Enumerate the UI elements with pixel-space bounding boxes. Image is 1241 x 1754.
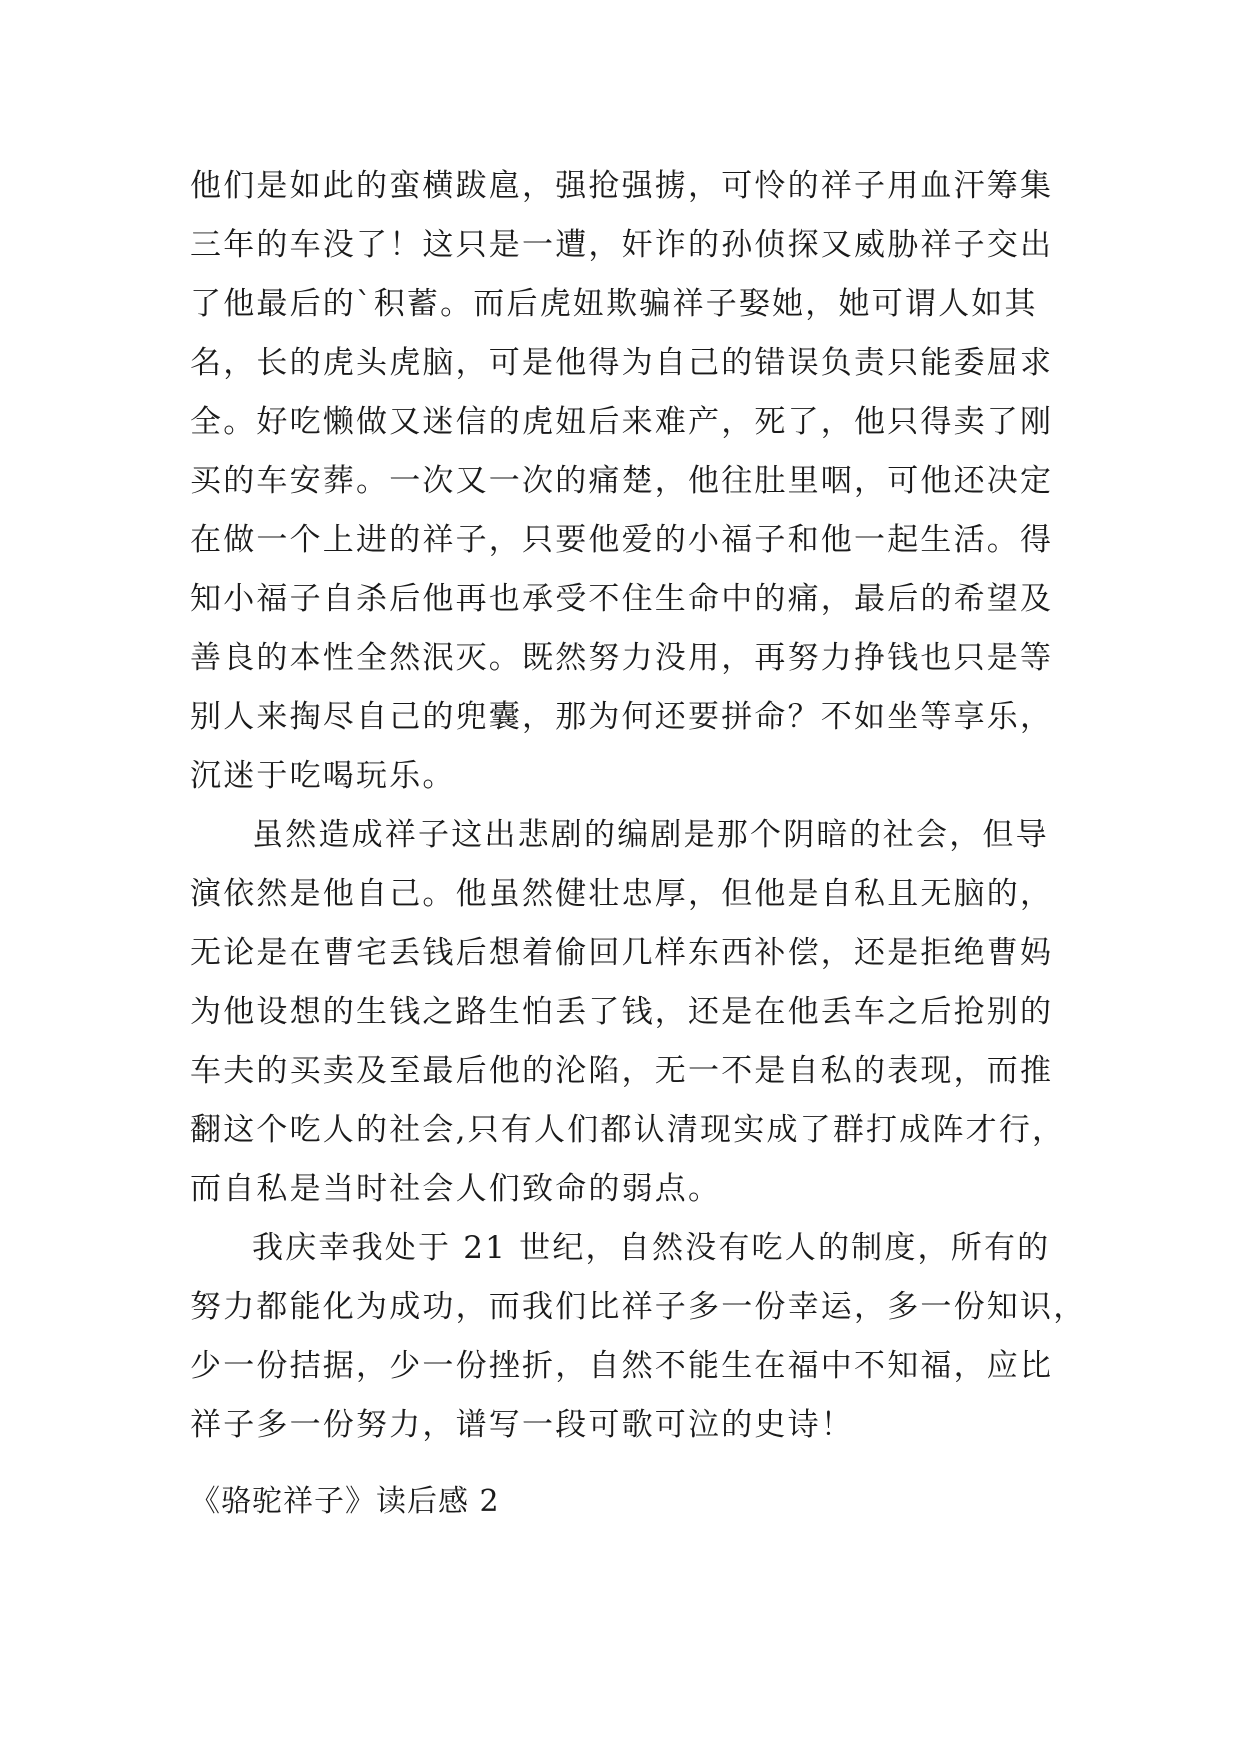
text-line: 我庆幸我处于 21 世纪，自然没有吃人的制度，所有的 bbox=[252, 1230, 1051, 1266]
text-line: 少一份拮据，少一份挫折，自然不能生在福中不知福，应比 bbox=[190, 1348, 1054, 1384]
text-line: 三年的车没了！这只是一遭，奸诈的孙侦探又威胁祥子交出 bbox=[190, 227, 1054, 263]
text-line: 为他设想的生钱之路生怕丢了钱，还是在他丢车之后抢别的 bbox=[190, 994, 1054, 1030]
text-line: 努力都能化为成功，而我们比祥子多一份幸运，多一份知识， bbox=[190, 1289, 1087, 1325]
text-line: 知小福子自杀后他再也承受不住生命中的痛，最后的希望及 bbox=[190, 581, 1054, 617]
section-heading: 《骆驼祥子》读后感 2 bbox=[190, 1484, 500, 1519]
text-line: 翻这个吃人的社会,只有人们都认清现实成了群打成阵才行， bbox=[190, 1112, 1066, 1148]
text-line: 全。好吃懒做又迷信的虎妞后来难产，死了，他只得卖了刚 bbox=[190, 404, 1054, 440]
text-line: 虽然造成祥子这出悲剧的编剧是那个阴暗的社会，但导 bbox=[252, 817, 1049, 853]
text-line: 了他最后的`积蓄。而后虎妞欺骗祥子娶她，她可谓人如其 bbox=[190, 286, 1038, 322]
text-line: 他们是如此的蛮横跋扈，强抢强掳，可怜的祥子用血汗筹集 bbox=[190, 168, 1054, 204]
text-line: 而自私是当时社会人们致命的弱点。 bbox=[190, 1171, 722, 1207]
text-line: 祥子多一份努力，谱写一段可歌可泣的史诗！ bbox=[190, 1407, 854, 1443]
text-line: 沉迷于吃喝玩乐。 bbox=[190, 758, 456, 794]
text-line: 善良的本性全然泯灭。既然努力没用，再努力挣钱也只是等 bbox=[190, 640, 1054, 676]
text-line: 在做一个上进的祥子，只要他爱的小福子和他一起生活。得 bbox=[190, 522, 1054, 558]
text-line: 车夫的买卖及至最后他的沦陷，无一不是自私的表现，而推 bbox=[190, 1053, 1054, 1089]
text-line: 演依然是他自己。他虽然健壮忠厚，但他是自私且无脑的， bbox=[190, 876, 1054, 912]
text-line: 名，长的虎头虎脑，可是他得为自己的错误负责只能委屈求 bbox=[190, 345, 1054, 381]
text-line: 别人来掏尽自己的兜囊，那为何还要拼命？不如坐等享乐， bbox=[190, 699, 1054, 735]
text-line: 无论是在曹宅丢钱后想着偷回几样东西补偿，还是拒绝曹妈 bbox=[190, 935, 1054, 971]
text-line: 买的车安葬。一次又一次的痛楚，他往肚里咽，可他还决定 bbox=[190, 463, 1054, 499]
